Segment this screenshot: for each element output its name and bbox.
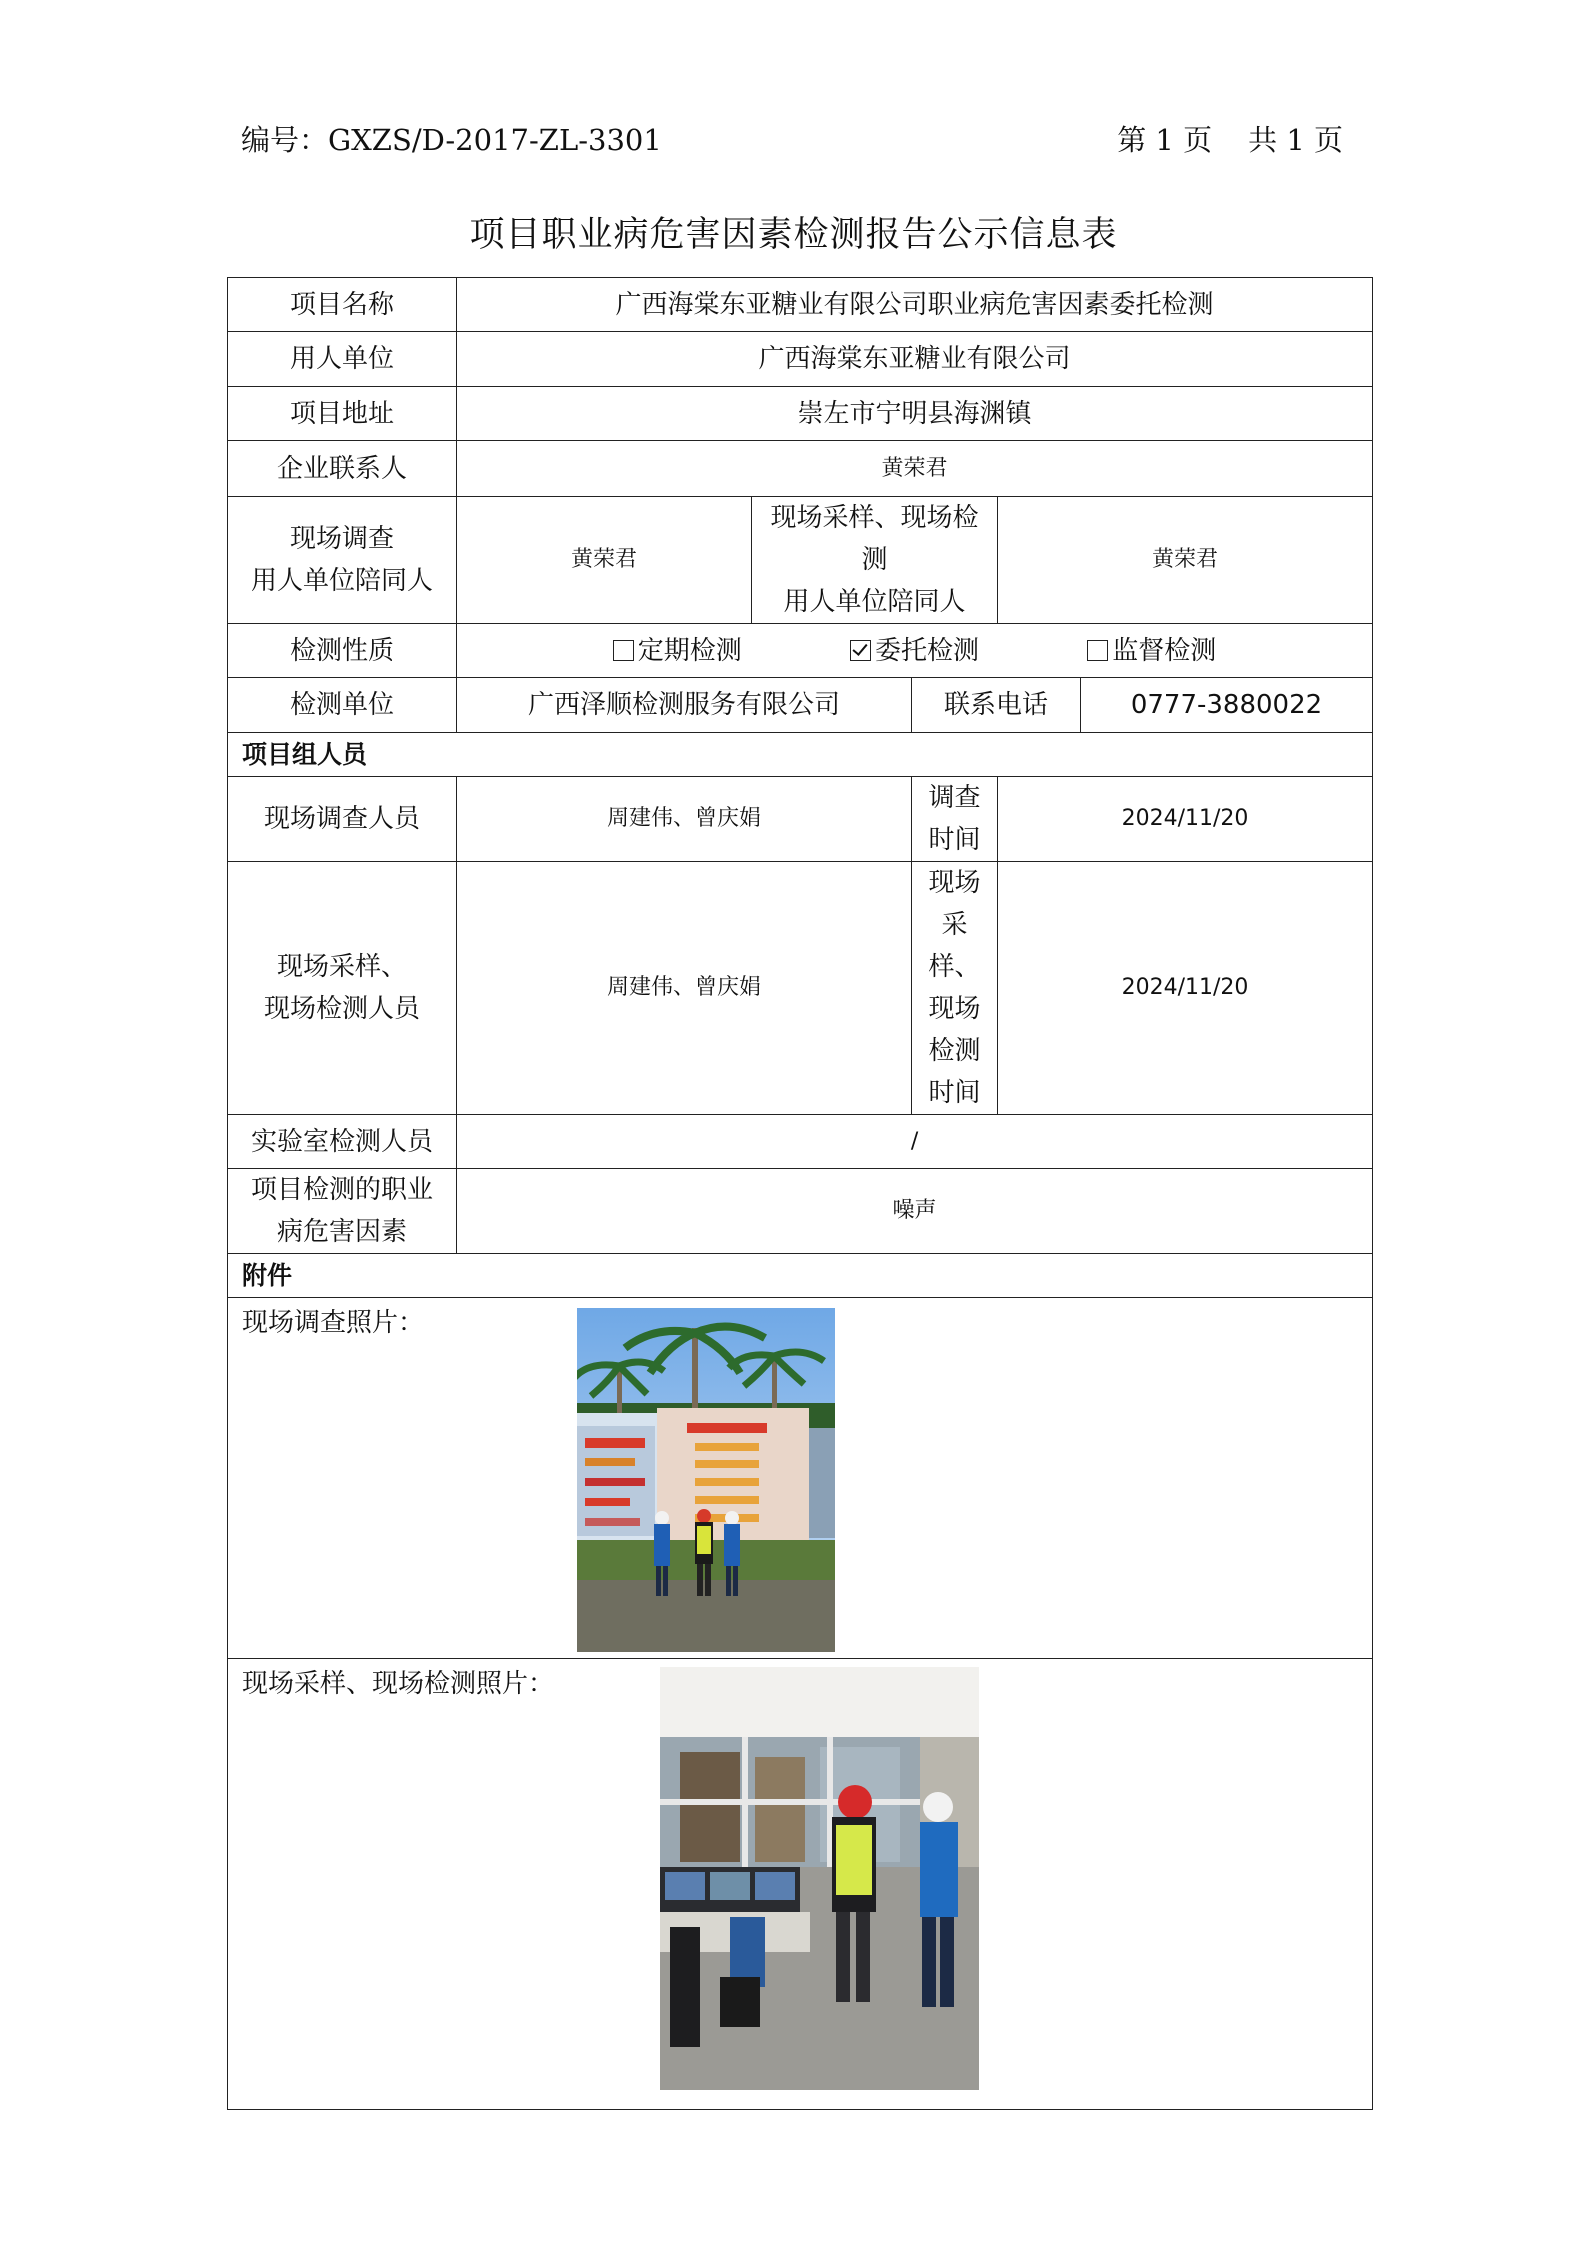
survey-escort-label-line1: 现场调查	[289, 524, 394, 554]
survey-photo	[577, 1308, 835, 1652]
phone-value: 0777-3880022	[1081, 678, 1373, 733]
project-name-label: 项目名称	[228, 278, 457, 332]
row-team-section	[228, 733, 1373, 777]
hazards-label-line2: 病危害因素	[276, 1217, 407, 1247]
project-name-value: 广西海棠东亚糖业有限公司职业病危害因素委托检测	[457, 278, 1373, 332]
sampling-time-label	[912, 862, 998, 1115]
lab-label: 实验室检测人员	[228, 1115, 457, 1169]
agency-label: 检测单位	[228, 678, 457, 733]
survey-photo-label: 现场调查照片：	[242, 1308, 425, 1338]
sampling-escort-label-line2: 用人单位陪同人	[783, 587, 966, 617]
survey-escort-label-line2: 用人单位陪同人	[250, 566, 433, 596]
sampling-photo-image	[660, 1667, 979, 2090]
info-table	[227, 277, 1373, 2110]
row-nature	[228, 624, 1373, 678]
nature-option-label: 委托检测	[875, 635, 980, 666]
page-total: 共 1 页	[1248, 123, 1343, 157]
checkbox-icon[interactable]	[1087, 640, 1108, 661]
nature-option-label: 定期检测	[637, 635, 742, 666]
nature-option-commissioned[interactable]	[850, 630, 979, 672]
row-survey-photo	[228, 1298, 1373, 1659]
nature-option-periodic[interactable]	[613, 630, 742, 672]
row-attachments-section	[228, 1254, 1373, 1298]
sampling-escort-label-line1: 现场采样、现场检测	[770, 503, 979, 575]
survey-escort-label	[228, 497, 457, 624]
row-lab	[228, 1115, 1373, 1169]
contact-value: 黄荣君	[457, 441, 1373, 497]
hazards-value: 噪声	[457, 1169, 1373, 1254]
surveyors-label: 现场调查人员	[228, 777, 457, 862]
sampling-photo	[660, 1667, 979, 2090]
checkbox-icon[interactable]	[613, 640, 634, 661]
contact-label: 企业联系人	[228, 441, 457, 497]
row-agency	[228, 678, 1373, 733]
employer-value: 广西海棠东亚糖业有限公司	[457, 332, 1373, 387]
samplers-label	[228, 862, 457, 1115]
hazards-label	[228, 1169, 457, 1254]
lab-value: /	[457, 1115, 1373, 1169]
row-contact	[228, 441, 1373, 497]
sampling-time-label-line1: 现场采样、	[928, 868, 981, 982]
agency-value: 广西泽顺检测服务有限公司	[457, 678, 912, 733]
surveyors-value: 周建伟、曾庆娟	[457, 777, 912, 862]
page-number: 第 1 页	[1117, 123, 1213, 157]
checkbox-checked-icon[interactable]	[850, 640, 871, 661]
samplers-label-line2: 现场检测人员	[263, 994, 420, 1024]
address-value: 崇左市宁明县海渊镇	[457, 387, 1373, 441]
sampling-escort-label	[752, 497, 998, 624]
sampling-photo-cell	[228, 1659, 1373, 2110]
nature-option-supervisory[interactable]	[1087, 630, 1216, 672]
row-surveyors	[228, 777, 1373, 862]
survey-escort-value: 黄荣君	[457, 497, 752, 624]
samplers-label-line1: 现场采样、	[276, 952, 407, 982]
sampling-photo-label: 现场采样、现场检测照片：	[242, 1669, 555, 1699]
samplers-value: 周建伟、曾庆娟	[457, 862, 912, 1115]
hazards-label-line1: 项目检测的职业	[250, 1175, 433, 1205]
attachments-section-label: 附件	[228, 1254, 1373, 1298]
page-indicator	[1117, 118, 1343, 159]
sampling-time-label-line3: 时间	[928, 1078, 981, 1108]
address-label: 项目地址	[228, 387, 457, 441]
row-samplers	[228, 862, 1373, 1115]
employer-label: 用人单位	[228, 332, 457, 387]
survey-photo-image	[577, 1308, 835, 1652]
document-number: 编号：GXZS/D-2017-ZL-3301	[241, 123, 662, 157]
survey-time-label: 调查时间	[912, 777, 998, 862]
row-project-name	[228, 278, 1373, 332]
row-sampling-photo	[228, 1659, 1373, 2110]
survey-photo-cell	[228, 1298, 1373, 1659]
team-section-label: 项目组人员	[228, 733, 1373, 777]
nature-label: 检测性质	[228, 624, 457, 678]
sampling-escort-value: 黄荣君	[998, 497, 1373, 624]
nature-option-label: 监督检测	[1112, 635, 1217, 666]
row-address	[228, 387, 1373, 441]
survey-time-value: 2024/11/20	[998, 777, 1373, 862]
sampling-time-value: 2024/11/20	[998, 862, 1373, 1115]
page-title: 项目职业病危害因素检测报告公示信息表	[469, 215, 1118, 255]
row-hazards	[228, 1169, 1373, 1254]
row-escorts	[228, 497, 1373, 624]
phone-label: 联系电话	[912, 678, 1081, 733]
sampling-time-label-line2: 现场检测	[928, 994, 981, 1066]
row-employer	[228, 332, 1373, 387]
nature-options	[457, 624, 1373, 678]
